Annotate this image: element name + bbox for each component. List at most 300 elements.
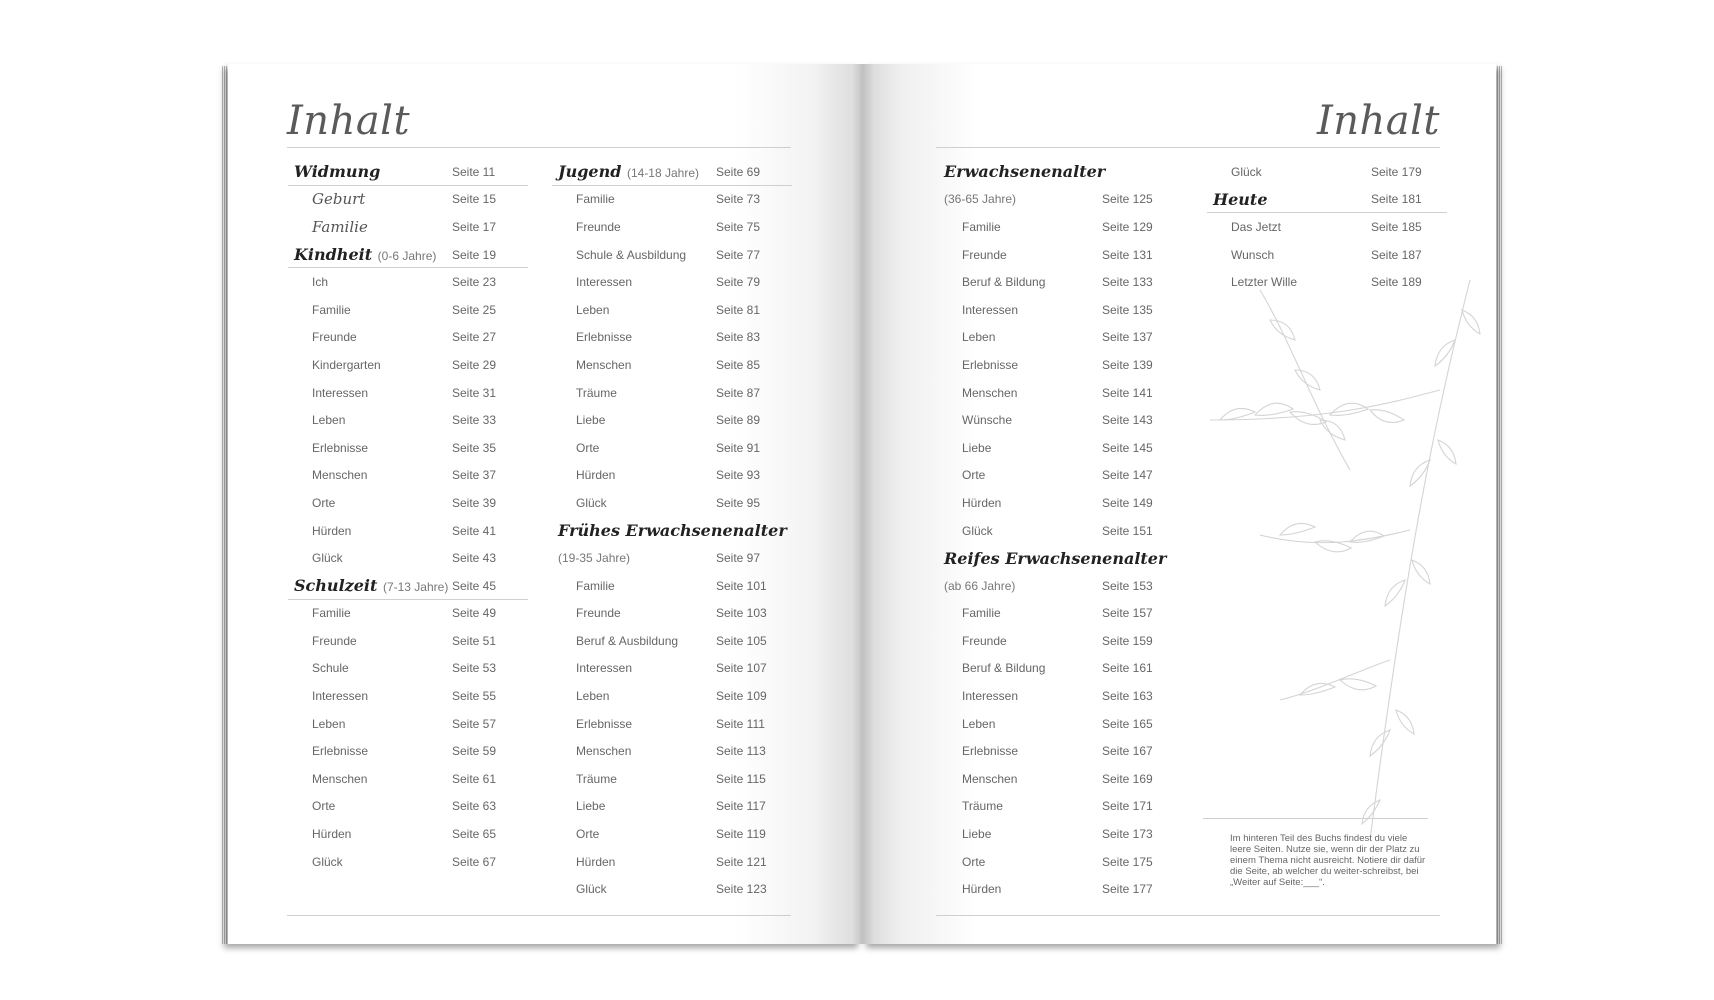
- toc-entry-page: Seite 105: [716, 633, 767, 648]
- entry-title: Familie: [962, 606, 1001, 621]
- toc-entry-page: Seite 15: [452, 192, 497, 207]
- entry-title: Träume: [962, 799, 1003, 814]
- entry-title: Familie: [576, 578, 615, 593]
- toc-entry: [552, 213, 792, 241]
- toc-entry: [552, 793, 792, 821]
- toc-entry-label: [558, 521, 787, 540]
- toc-entry-page: Seite 121: [716, 854, 767, 869]
- right-heading: Inhalt: [1316, 98, 1440, 144]
- toc-entry-page: Seite 29: [452, 357, 497, 372]
- entry-title: Menschen: [576, 744, 632, 759]
- toc-entry: [288, 517, 528, 545]
- toc-entry: [938, 462, 1178, 490]
- toc-entry: [288, 544, 528, 572]
- entry-title: Glück: [576, 882, 607, 897]
- toc-entry: [1207, 158, 1447, 186]
- toc-entry-page: Seite 75: [716, 219, 761, 234]
- entry-title: Erwachsenenalter: [944, 162, 1106, 182]
- toc-entry-label: [944, 162, 1105, 181]
- entry-title: Orte: [312, 495, 336, 510]
- entry-title: Interessen: [312, 689, 369, 704]
- toc-entry-page: Seite 189: [1371, 275, 1422, 290]
- entry-title: Interessen: [962, 689, 1019, 704]
- toc-entry-page: Seite 65: [452, 827, 497, 842]
- toc-entry-page: Seite 81: [716, 302, 761, 317]
- toc-entry-page: Seite 103: [716, 606, 767, 621]
- entry-title: Träume: [576, 385, 617, 400]
- entry-title: Beruf & Bildung: [962, 275, 1046, 290]
- toc-entry-label: [576, 330, 632, 344]
- toc-entry-page: Seite 35: [452, 440, 497, 455]
- toc-entry-label: [312, 190, 365, 208]
- toc-entry-page: Seite 123: [716, 882, 767, 897]
- toc-entry-label: [962, 358, 1018, 372]
- toc-entry-page: Seite 153: [1102, 578, 1153, 593]
- entry-title: Leben: [576, 302, 610, 317]
- toc-entry-page: Seite 157: [1102, 606, 1153, 621]
- left-bottom-rule: [287, 915, 791, 916]
- toc-entry-page: Seite 17: [452, 219, 497, 234]
- toc-entry-page: Seite 33: [452, 413, 497, 428]
- toc-entry-page: Seite 181: [1371, 192, 1422, 207]
- toc-entry-label: [312, 551, 343, 565]
- toc-entry-page: Seite 59: [452, 744, 497, 759]
- toc-entry-label: [294, 576, 448, 595]
- toc-entry-label: [312, 303, 351, 317]
- entry-title: Träume: [576, 771, 617, 786]
- toc-entry: [938, 848, 1178, 876]
- toc-column-1: [288, 158, 528, 875]
- toc-entry: [552, 434, 792, 462]
- right-bottom-rule: [936, 915, 1440, 916]
- toc-entry: [552, 710, 792, 738]
- entry-title: Hürden: [962, 495, 1002, 510]
- entry-title: Orte: [576, 440, 600, 455]
- entry-title: Heute: [1213, 189, 1268, 209]
- entry-title: Orte: [962, 468, 986, 483]
- toc-column-4: [1207, 158, 1447, 296]
- entry-title: Erlebnisse: [576, 716, 633, 731]
- toc-entry-label: [576, 855, 615, 869]
- toc-entry-page: Seite 27: [452, 330, 497, 345]
- toc-entry-page: Seite 117: [716, 799, 766, 814]
- toc-entry-label: [576, 192, 615, 206]
- toc-entry-page: Seite 109: [716, 689, 767, 704]
- toc-entry: [938, 765, 1178, 793]
- toc-entry: [938, 489, 1178, 517]
- toc-entry-page: Seite 77: [716, 247, 761, 262]
- entry-title: Frühes Erwachsenenalter: [558, 521, 787, 541]
- toc-entry-label: [312, 799, 335, 813]
- toc-entry-label: [962, 882, 1001, 896]
- entry-title: (19-35 Jahre): [558, 551, 631, 566]
- toc-entry-label: [312, 330, 357, 344]
- toc-entry-label: [576, 744, 631, 758]
- toc-entry-page: Seite 129: [1102, 219, 1153, 234]
- toc-entry-label: [962, 413, 1012, 427]
- toc-entry-label: [576, 248, 686, 262]
- entry-title: Kindheit: [294, 245, 373, 265]
- toc-entry-page: Seite 167: [1102, 744, 1153, 759]
- toc-entry-page: Seite 179: [1371, 164, 1422, 179]
- toc-entry-label: [944, 579, 1015, 593]
- toc-entry: [552, 462, 792, 490]
- toc-entry: [288, 351, 528, 379]
- toc-entry-label: [962, 496, 1001, 510]
- toc-entry: [288, 710, 528, 738]
- toc-entry-label: [576, 634, 678, 648]
- toc-entry: [938, 737, 1178, 765]
- toc-entry-page: Seite 51: [452, 633, 497, 648]
- toc-entry-page: Seite 145: [1102, 440, 1153, 455]
- toc-entry-label: [312, 606, 351, 620]
- toc-entry-page: Seite 107: [716, 661, 767, 676]
- toc-entry-label: [962, 689, 1018, 703]
- toc-entry-label: [312, 744, 368, 758]
- toc-entry: [288, 600, 528, 628]
- toc-entry-label: [294, 245, 436, 264]
- toc-section-entry: [288, 158, 528, 186]
- toc-entry-page: Seite 37: [452, 468, 497, 483]
- toc-entry-page: Seite 173: [1102, 827, 1153, 842]
- toc-entry-label: [576, 717, 632, 731]
- toc-entry: [552, 186, 792, 214]
- toc-entry-label: [962, 634, 1007, 648]
- toc-entry-label: [312, 413, 345, 427]
- entry-title: Ich: [312, 275, 329, 290]
- toc-entry-page: Seite 97: [716, 551, 761, 566]
- toc-entry: [938, 268, 1178, 296]
- entry-title: (ab 66 Jahre): [944, 578, 1016, 593]
- toc-entry: [938, 793, 1178, 821]
- toc-entry-label: [1213, 190, 1268, 209]
- toc-entry: [288, 462, 528, 490]
- toc-entry: [288, 682, 528, 710]
- toc-entry: [938, 351, 1178, 379]
- toc-entry-label: [962, 661, 1045, 675]
- toc-entry-page: Seite 187: [1371, 247, 1422, 262]
- toc-entry-label: [558, 162, 699, 181]
- toc-entry-page: Seite 61: [452, 771, 497, 786]
- toc-entry-label: [1231, 220, 1281, 234]
- toc-entry-label: [312, 386, 368, 400]
- entry-title: Orte: [962, 854, 986, 869]
- toc-entry-label: [944, 192, 1016, 206]
- toc-entry-label: [962, 303, 1018, 317]
- toc-entry-page: Seite 85: [716, 357, 761, 372]
- toc-entry: [288, 379, 528, 407]
- toc-entry-label: [312, 468, 367, 482]
- toc-entry-page: Seite 43: [452, 551, 497, 566]
- entry-age-range: (14-18 Jahre): [626, 166, 700, 181]
- entry-title: Interessen: [312, 385, 369, 400]
- toc-entry-page: Seite 147: [1102, 468, 1153, 483]
- toc-entry-label: [962, 744, 1018, 758]
- entry-title: Wunsch: [1231, 247, 1275, 262]
- toc-section-entry: [938, 158, 1178, 186]
- toc-entry: [938, 875, 1178, 903]
- toc-entry-page: Seite 11: [452, 164, 496, 179]
- toc-entry-label: [962, 606, 1001, 620]
- toc-entry: [288, 765, 528, 793]
- toc-entry-page: Seite 45: [452, 578, 497, 593]
- toc-section-entry: [938, 544, 1178, 572]
- toc-entry-label: [576, 606, 621, 620]
- entry-title: Widmung: [294, 162, 381, 182]
- toc-entry-label: [962, 441, 991, 455]
- toc-entry-page: Seite 87: [716, 385, 761, 400]
- toc-entry-page: Seite 133: [1102, 275, 1153, 290]
- entry-title: Menschen: [576, 357, 632, 372]
- toc-entry: [552, 875, 792, 903]
- toc-entry-page: Seite 53: [452, 661, 497, 676]
- toc-entry: [552, 600, 792, 628]
- toc-entry-page: Seite 137: [1102, 330, 1153, 345]
- toc-entry-page: Seite 177: [1102, 882, 1153, 897]
- toc-entry: [288, 627, 528, 655]
- toc-entry: [938, 600, 1178, 628]
- toc-entry: [938, 213, 1178, 241]
- entry-title: Leben: [312, 716, 346, 731]
- toc-entry-label: [962, 524, 993, 538]
- toc-entry-page: Seite 131: [1102, 247, 1153, 262]
- toc-entry-page: Seite 135: [1102, 302, 1153, 317]
- toc-entry-page: Seite 49: [452, 606, 497, 621]
- toc-entry-label: [312, 441, 368, 455]
- entry-title: Erlebnisse: [312, 744, 369, 759]
- entry-title: Schule: [312, 661, 349, 676]
- toc-entry-page: Seite 141: [1102, 385, 1153, 400]
- entry-title: Freunde: [962, 247, 1007, 262]
- entry-title: Hürden: [312, 523, 352, 538]
- entry-title: Familie: [576, 192, 615, 207]
- toc-entry-label: [312, 358, 381, 372]
- toc-entry-label: [294, 162, 380, 181]
- entry-title: (36-65 Jahre): [944, 192, 1017, 207]
- toc-entry-label: [312, 827, 351, 841]
- toc-entry: [552, 489, 792, 517]
- toc-entry: [288, 268, 528, 296]
- entry-title: Liebe: [962, 440, 992, 455]
- toc-entry-label: [312, 855, 343, 869]
- toc-entry-page: Seite 63: [452, 799, 497, 814]
- entry-title: Familie: [312, 302, 351, 317]
- toc-entry-page: Seite 93: [716, 468, 761, 483]
- toc-entry: [552, 544, 792, 572]
- toc-entry-page: Seite 113: [716, 744, 766, 759]
- entry-title: Menschen: [962, 771, 1018, 786]
- toc-entry: [938, 406, 1178, 434]
- toc-entry-page: Seite 161: [1102, 661, 1153, 676]
- toc-entry-label: [962, 386, 1017, 400]
- toc-entry: [938, 241, 1178, 269]
- toc-column-2: [552, 158, 792, 903]
- left-heading: Inhalt: [287, 98, 411, 144]
- toc-entry: [552, 655, 792, 683]
- toc-entry: [552, 296, 792, 324]
- entry-title: Erlebnisse: [962, 357, 1019, 372]
- toc-entry: [288, 820, 528, 848]
- toc-entry-label: [576, 468, 615, 482]
- toc-entry: [288, 186, 528, 214]
- toc-entry: [288, 655, 528, 683]
- toc-entry: [288, 406, 528, 434]
- toc-entry-label: [962, 827, 991, 841]
- toc-entry: [552, 737, 792, 765]
- toc-entry-page: Seite 185: [1371, 219, 1422, 234]
- entry-title: Wünsche: [962, 413, 1013, 428]
- entry-title: Glück: [312, 854, 343, 869]
- toc-column-3: [938, 158, 1178, 903]
- entry-title: Familie: [312, 217, 368, 236]
- toc-entry-page: Seite 57: [452, 716, 497, 731]
- toc-entry: [552, 324, 792, 352]
- toc-entry-page: Seite 101: [716, 578, 767, 593]
- toc-entry: [288, 296, 528, 324]
- toc-entry-page: Seite 19: [452, 247, 497, 262]
- toc-entry-label: [576, 799, 605, 813]
- entry-title: Leben: [576, 689, 610, 704]
- entry-title: Beruf & Ausbildung: [576, 633, 679, 648]
- toc-entry: [552, 820, 792, 848]
- toc-entry: [938, 517, 1178, 545]
- toc-entry: [938, 627, 1178, 655]
- toc-entry-label: [962, 772, 1017, 786]
- entry-title: Glück: [1231, 164, 1262, 179]
- toc-entry: [938, 710, 1178, 738]
- toc-entry-page: Seite 115: [716, 771, 766, 786]
- toc-entry: [938, 186, 1178, 214]
- toc-entry-page: Seite 149: [1102, 495, 1153, 510]
- toc-entry: [552, 406, 792, 434]
- toc-section-entry: [552, 517, 792, 545]
- entry-title: Erlebnisse: [576, 330, 633, 345]
- toc-entry: [938, 434, 1178, 462]
- toc-entry: [938, 655, 1178, 683]
- entry-title: Menschen: [312, 771, 368, 786]
- toc-entry-label: [576, 441, 599, 455]
- toc-entry: [552, 627, 792, 655]
- toc-entry-label: [576, 386, 617, 400]
- entry-title: Beruf & Bildung: [962, 661, 1046, 676]
- entry-title: Freunde: [312, 633, 357, 648]
- toc-entry: [552, 572, 792, 600]
- entry-title: Interessen: [962, 302, 1019, 317]
- entry-title: Freunde: [962, 633, 1007, 648]
- toc-entry-label: [576, 496, 607, 510]
- toc-entry-page: Seite 95: [716, 495, 761, 510]
- toc-entry-label: [312, 717, 345, 731]
- toc-entry: [1207, 213, 1447, 241]
- entry-title: Liebe: [576, 799, 606, 814]
- toc-entry-label: [312, 218, 368, 236]
- toc-entry: [552, 848, 792, 876]
- entry-title: Freunde: [576, 606, 621, 621]
- toc-entry-label: [576, 413, 605, 427]
- toc-entry: [938, 572, 1178, 600]
- toc-entry-page: Seite 119: [716, 827, 766, 842]
- entry-title: Leben: [962, 716, 996, 731]
- toc-entry: [552, 682, 792, 710]
- note-text: Im hinteren Teil des Buchs findest du viele leere Seiten. Nutze sie, wenn dir der Platz zu einem Thema nicht ausreicht. Notiere dir dafür die Seite, ab welcher du weiter-schreibst, bei „Weiter auf Seite:___“.: [1230, 833, 1426, 888]
- entry-title: Das Jetzt: [1231, 219, 1282, 234]
- entry-title: Interessen: [576, 275, 633, 290]
- entry-title: Orte: [312, 799, 336, 814]
- toc-section-entry: [552, 158, 792, 186]
- spine-shadow: [852, 64, 874, 944]
- toc-entry-page: Seite 91: [716, 440, 761, 455]
- toc-entry: [552, 268, 792, 296]
- entry-title: Freunde: [312, 330, 357, 345]
- toc-section-entry: [288, 572, 528, 600]
- entry-title: Leben: [962, 330, 996, 345]
- toc-entry-page: Seite 23: [452, 275, 497, 290]
- toc-entry: [938, 379, 1178, 407]
- toc-entry-page: Seite 151: [1102, 523, 1153, 538]
- entry-title: Freunde: [576, 219, 621, 234]
- toc-entry-label: [576, 358, 631, 372]
- toc-entry-page: Seite 89: [716, 413, 761, 428]
- entry-title: Liebe: [962, 827, 992, 842]
- toc-entry-page: Seite 169: [1102, 771, 1153, 786]
- toc-entry-label: [962, 717, 995, 731]
- toc-entry-page: Seite 139: [1102, 357, 1153, 372]
- toc-section-entry: [288, 241, 528, 269]
- toc-entry-label: [312, 524, 351, 538]
- toc-entry-page: Seite 159: [1102, 633, 1153, 648]
- toc-entry: [552, 351, 792, 379]
- toc-entry: [552, 765, 792, 793]
- toc-entry-page: Seite 143: [1102, 413, 1153, 428]
- toc-entry-label: [558, 551, 630, 565]
- toc-entry-page: Seite 163: [1102, 689, 1153, 704]
- toc-entry: [288, 737, 528, 765]
- entry-title: Geburt: [312, 190, 366, 209]
- toc-entry-label: [944, 549, 1166, 568]
- entry-title: Interessen: [576, 661, 633, 676]
- toc-entry: [1207, 241, 1447, 269]
- entry-age-range: (7-13 Jahre): [382, 580, 449, 595]
- toc-entry-page: Seite 111: [716, 716, 765, 731]
- entry-title: Reifes Erwachsenenalter: [944, 548, 1167, 568]
- entry-title: Liebe: [576, 413, 606, 428]
- entry-age-range: (0-6 Jahre): [377, 249, 437, 264]
- toc-entry-label: [312, 772, 367, 786]
- toc-entry-label: [576, 220, 621, 234]
- toc-entry-label: [312, 689, 368, 703]
- entry-title: Glück: [962, 523, 993, 538]
- toc-entry: [552, 241, 792, 269]
- toc-entry: [288, 324, 528, 352]
- toc-entry: [288, 434, 528, 462]
- toc-entry-label: [576, 275, 632, 289]
- left-top-rule: [287, 147, 791, 148]
- toc-entry-page: Seite 39: [452, 495, 497, 510]
- toc-entry-label: [312, 275, 328, 289]
- toc-entry-label: [312, 634, 357, 648]
- toc-entry: [288, 213, 528, 241]
- entry-title: Glück: [312, 551, 343, 566]
- toc-section-entry: [1207, 186, 1447, 214]
- toc-entry-label: [962, 468, 985, 482]
- entry-title: Jugend: [558, 162, 622, 182]
- entry-title: Hürden: [576, 854, 616, 869]
- leaf-branch-illustration: [1200, 280, 1490, 860]
- toc-entry-page: Seite 175: [1102, 854, 1153, 869]
- entry-title: Hürden: [576, 468, 616, 483]
- toc-entry-label: [576, 772, 617, 786]
- toc-entry: [288, 489, 528, 517]
